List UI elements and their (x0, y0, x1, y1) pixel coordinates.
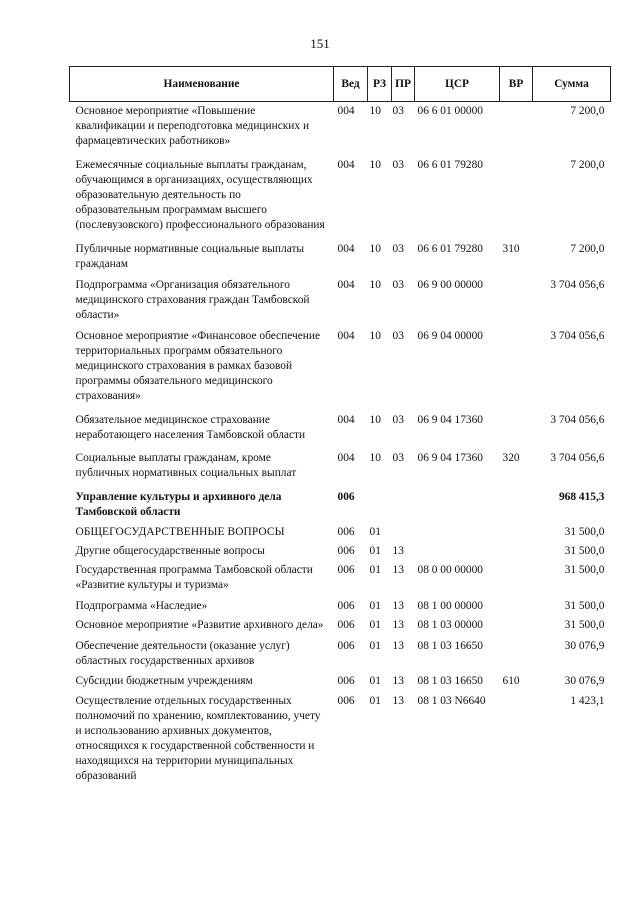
cell-pr: 03 (392, 414, 404, 426)
cell-rz: 10 (369, 105, 381, 117)
cell-rz (368, 481, 392, 520)
cell-sum: 3 704 056,6 (550, 279, 605, 291)
cell-vr: 610 (502, 675, 520, 687)
cell-name: Подпрограмма «Наследие» (75, 600, 208, 612)
cell-vr (500, 481, 533, 520)
cell-sum: 30 076,9 (564, 640, 605, 652)
cell-name: Основное мероприятие «Повышение квалификации и переподготовка медицинских и фармацевтических работников» (75, 105, 310, 147)
cell-rz: 01 (369, 564, 381, 576)
cell-ved: 006 (337, 675, 355, 687)
header-csr: ЦСР (415, 67, 500, 102)
cell-vr (500, 633, 533, 669)
cell-name: Государственная программа Тамбовской области «Развитие культуры и туризма» (75, 564, 313, 591)
table-row (70, 481, 611, 520)
table-row (70, 614, 611, 633)
cell-name: Основное мероприятие «Развитие архивного дела» (75, 619, 324, 631)
cell-name: Обеспечение деятельности (оказание услуг) областных государственных архивов (75, 640, 290, 667)
cell-ved: 006 (337, 600, 355, 612)
cell-name: ОБЩЕГОСУДАРСТВЕННЫЕ ВОПРОСЫ (75, 526, 285, 538)
cell-pr: 03 (392, 159, 404, 171)
cell-name: Обязательное медицинское страхование неработающего населения Тамбовской области (75, 414, 306, 441)
cell-ved: 004 (337, 414, 355, 426)
cell-pr: 03 (392, 330, 404, 342)
cell-ved: 004 (337, 159, 355, 171)
cell-vr (500, 520, 533, 540)
table-row (70, 669, 611, 689)
header-vr: ВР (500, 67, 533, 102)
cell-csr: 08 0 00 00000 (417, 564, 483, 576)
cell-pr (392, 520, 415, 540)
table-row (70, 443, 611, 481)
budget-table (69, 66, 611, 784)
cell-csr (415, 540, 500, 559)
cell-rz: 01 (369, 600, 381, 612)
cell-pr: 13 (392, 675, 404, 687)
cell-ved: 004 (337, 243, 355, 255)
cell-sum: 31 500,0 (564, 619, 605, 631)
cell-sum: 31 500,0 (564, 564, 605, 576)
cell-pr: 03 (392, 279, 404, 291)
table-row (70, 540, 611, 559)
header-ved: Вед (334, 67, 368, 102)
cell-vr (500, 614, 533, 633)
cell-ved: 004 (337, 452, 355, 464)
cell-name: Субсидии бюджетным учреждениям (75, 675, 253, 687)
header-name: Наименование (70, 67, 334, 102)
cell-csr: 08 1 03 N6640 (417, 695, 486, 707)
cell-csr: 08 1 03 16650 (417, 675, 483, 687)
cell-ved: 006 (337, 640, 355, 652)
cell-rz: 10 (369, 330, 381, 342)
cell-csr: 06 9 04 17360 (417, 414, 483, 426)
cell-ved: 006 (337, 545, 355, 557)
cell-vr (500, 272, 533, 323)
cell-sum: 31 500,0 (564, 526, 605, 538)
cell-ved: 006 (337, 619, 355, 631)
cell-sum: 7 200,0 (570, 105, 605, 117)
cell-csr: 06 6 01 00000 (417, 105, 483, 117)
cell-rz: 01 (369, 695, 381, 707)
cell-rz: 10 (369, 452, 381, 464)
cell-rz: 10 (369, 159, 381, 171)
cell-csr: 06 9 04 00000 (417, 330, 483, 342)
cell-rz: 01 (369, 526, 381, 538)
cell-csr: 06 9 04 17360 (417, 452, 483, 464)
cell-sum: 1 423,1 (570, 695, 605, 707)
cell-ved: 004 (337, 279, 355, 291)
table-row (70, 323, 611, 404)
table-row (70, 102, 611, 150)
table-row (70, 593, 611, 614)
cell-name: Публичные нормативные социальные выплаты гражданам (75, 243, 305, 270)
cell-rz: 10 (369, 279, 381, 291)
cell-rz: 01 (369, 545, 381, 557)
cell-pr: 13 (392, 619, 404, 631)
cell-sum: 30 076,9 (564, 675, 605, 687)
cell-rz: 10 (369, 243, 381, 255)
cell-pr: 13 (392, 564, 404, 576)
cell-name: Управление культуры и архивного дела Тамбовской области (75, 491, 282, 518)
cell-pr: 13 (392, 640, 404, 652)
cell-name: Осуществление отдельных государственных полномочий по хранению, комплектованию, учету и использованию архивных документов, относящихся к государственной собственности и находящихся на территории муниципальных образований (75, 695, 321, 782)
cell-pr: 13 (392, 545, 404, 557)
cell-vr (500, 102, 533, 150)
cell-sum: 968 415,3 (558, 491, 605, 503)
cell-sum: 7 200,0 (570, 159, 605, 171)
table-row (70, 233, 611, 272)
cell-sum: 3 704 056,6 (550, 452, 605, 464)
cell-vr (500, 540, 533, 559)
cell-csr: 06 9 00 00000 (417, 279, 483, 291)
cell-pr: 03 (392, 105, 404, 117)
header-sum: Сумма (533, 67, 611, 102)
cell-name: Основное мероприятие «Финансовое обеспечение территориальных программ обязательного медицинского страхования в рамках базовой программы обязательного медицинского страхования» (75, 330, 321, 402)
cell-sum: 7 200,0 (570, 243, 605, 255)
cell-name: Другие общегосударственные вопросы (75, 545, 265, 557)
cell-pr: 13 (392, 600, 404, 612)
cell-vr (500, 404, 533, 443)
cell-ved: 004 (337, 330, 355, 342)
cell-vr (500, 149, 533, 233)
cell-rz: 01 (369, 619, 381, 631)
cell-csr: 06 6 01 79280 (417, 243, 483, 255)
cell-csr: 08 1 00 00000 (417, 600, 483, 612)
cell-vr: 310 (502, 243, 520, 255)
cell-ved: 006 (337, 695, 355, 707)
cell-vr (500, 593, 533, 614)
cell-rz: 01 (369, 640, 381, 652)
cell-csr: 06 6 01 79280 (417, 159, 483, 171)
table-row (70, 404, 611, 443)
cell-sum: 31 500,0 (564, 600, 605, 612)
cell-vr: 320 (502, 452, 520, 464)
cell-name: Подпрограмма «Организация обязательного медицинского страхования граждан Тамбовской области» (75, 279, 310, 321)
cell-pr: 13 (392, 695, 404, 707)
cell-vr (500, 559, 533, 593)
cell-ved: 006 (337, 526, 355, 538)
cell-pr: 03 (392, 243, 404, 255)
cell-name: Ежемесячные социальные выплаты гражданам, обучающимся в организациях, осуществляющих образовательную деятельность по образовательным программам высшего (послевузовского) профессионального образования (75, 159, 325, 231)
table-body (70, 102, 611, 785)
cell-ved: 004 (337, 105, 355, 117)
cell-sum: 3 704 056,6 (550, 414, 605, 426)
cell-sum: 31 500,0 (564, 545, 605, 557)
cell-sum: 3 704 056,6 (550, 330, 605, 342)
table-header-row (70, 67, 611, 102)
cell-vr (500, 689, 533, 784)
header-rz: РЗ (368, 67, 392, 102)
table-row (70, 633, 611, 669)
cell-rz: 10 (369, 414, 381, 426)
cell-pr: 03 (392, 452, 404, 464)
cell-csr (415, 481, 500, 520)
cell-csr (415, 520, 500, 540)
page-number: 151 (310, 36, 330, 51)
cell-rz: 01 (369, 675, 381, 687)
cell-ved: 006 (337, 491, 355, 503)
cell-csr: 08 1 03 16650 (417, 640, 483, 652)
cell-pr (392, 481, 415, 520)
table-row (70, 520, 611, 540)
cell-name: Социальные выплаты гражданам, кроме публичных нормативных социальных выплат (75, 452, 297, 479)
header-pr: ПР (392, 67, 415, 102)
table-row (70, 149, 611, 233)
table-row (70, 559, 611, 593)
cell-csr: 08 1 03 00000 (417, 619, 483, 631)
cell-vr (500, 323, 533, 404)
table-row (70, 272, 611, 323)
table-row (70, 689, 611, 784)
cell-ved: 006 (337, 564, 355, 576)
